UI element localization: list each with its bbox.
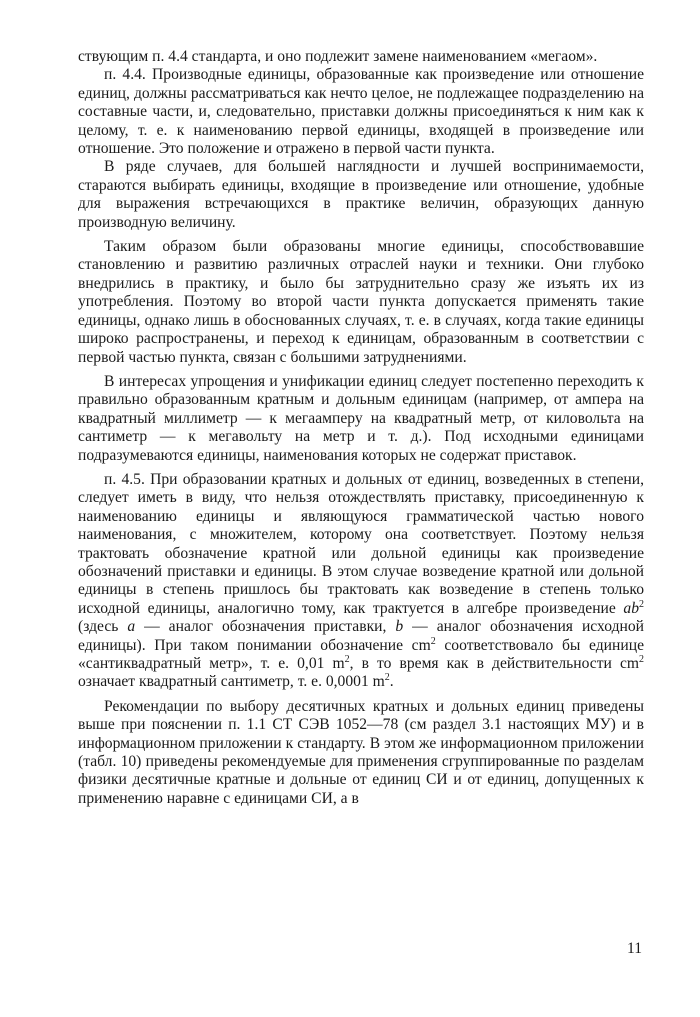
clause-4-5-text-c: — аналог обозначения приставки,: [135, 618, 396, 636]
superscript-2: 2: [344, 653, 350, 665]
page-number: 11: [626, 940, 642, 957]
page-body: [78, 48, 644, 808]
superscript-2: 2: [384, 672, 390, 684]
variable-a: a: [127, 618, 136, 636]
clause-4-5-text-f: , в то время как в действительности cm: [349, 655, 640, 672]
clause-4-5-text-a: п. 4.5. При образовании кратных и дольных от единиц, возведенных в степени, следует иметь в виду, что нельзя отождествлять приставку, присоединенную к наименованию единицы и являющуюся грамматической частью нового наименования, с множителем, которому она соответствует. Поэтому нельзя трактовать обозначение кратной или дольной единицы как произведение обозначений приставки и единицы. В этом случае возведение кратной или дольной единицы в степень пришлось бы трактовать как возведение в степень только исходной единицы, аналогично тому, как трактуется в алгебре произведение: [78, 470, 644, 617]
clause-4-5-text-h: .: [389, 673, 394, 691]
paragraph-simplification: В интересах упрощения и унификации единиц следует постепенно переходить к правильно образованным кратным и дольным единицам (например, от ампера на квадратный миллиметр — к мегаамперу на квадратный метр, от киловольта на сантиметр — к мегавольту на метр и т. д.). Под исходными единицами подразумеваются единицы, наименования которых не содержат приставок.: [78, 372, 644, 464]
superscript-2: 2: [430, 635, 436, 647]
paragraph-clause-4-5: [78, 471, 644, 692]
superscript-2: 2: [639, 653, 645, 665]
clause-4-5-text-d: — аналог обозначения исходной единицы). При таком понимании обозначение cm: [78, 618, 644, 654]
clause-4-5-text-e: соответствовало бы единице «сантиквадратный метр», т. е. 0,01 m: [78, 636, 644, 672]
paragraph-established-units: Таким образом были образованы многие единицы, способствовавшие становлению и развитию различных отраслей науки и техники. Они глубоко внедрились в практику, и было бы затруднительно сразу же изъять их из употребления. Поэтому во второй части пункта допускается применять такие единицы, однако лишь в обоснованных случаях, т. е. в случаях, когда такие единицы широко распространены, и переход к единицам, образованным в соответствии с первой частью пункта, связан с большими затруднениями.: [78, 238, 644, 366]
formula-ab: ab: [623, 599, 639, 617]
paragraph-continuation: ствующим п. 4.4 стандарта, и оно подлежит замене наименованием «мегаом».: [78, 48, 598, 65]
paragraph-recommendations: Рекомендации по выбору десятичных кратных и дольных единиц приведены выше при пояснении п. 1.1 СТ СЭВ 1052—78 (см раздел 3.1 настоящих МУ) и в информационном приложении к стандарту. В этом же информационном приложении (табл. 10) приведены рекомендуемые для применения сгруппированные по разделам физики десятичные кратные и дольные от единиц СИ и от единиц, допущенных к применению наравне с единицами СИ, а в: [78, 697, 644, 807]
paragraph-clause-4-4: п. 4.4. Производные единицы, образованные как произведение или отношение единиц, должны рассматриваться как нечто целое, не подлежащее подразделению на составные части, и, следовательно, приставки должны присоединяться к ним как к целому, т. е. к наименованию первой единицы, входящей в произведение или отношение. Это положение и отражено в первой части пункта.: [78, 66, 644, 158]
superscript-2: 2: [639, 598, 644, 610]
clause-4-5-text-b: (здесь: [78, 618, 128, 636]
paragraph-visibility: В ряде случаев, для большей наглядности и лучшей воспринимаемости, стараются выбирать единицы, входящие в произведение или отношение, удобные для выражения встречающихся в практике величин, образующих данную производную величину.: [78, 158, 644, 231]
variable-b: b: [395, 618, 404, 636]
clause-4-5-text-g: означает квадратный сантиметр, т. е. 0,0001 m: [78, 673, 385, 691]
